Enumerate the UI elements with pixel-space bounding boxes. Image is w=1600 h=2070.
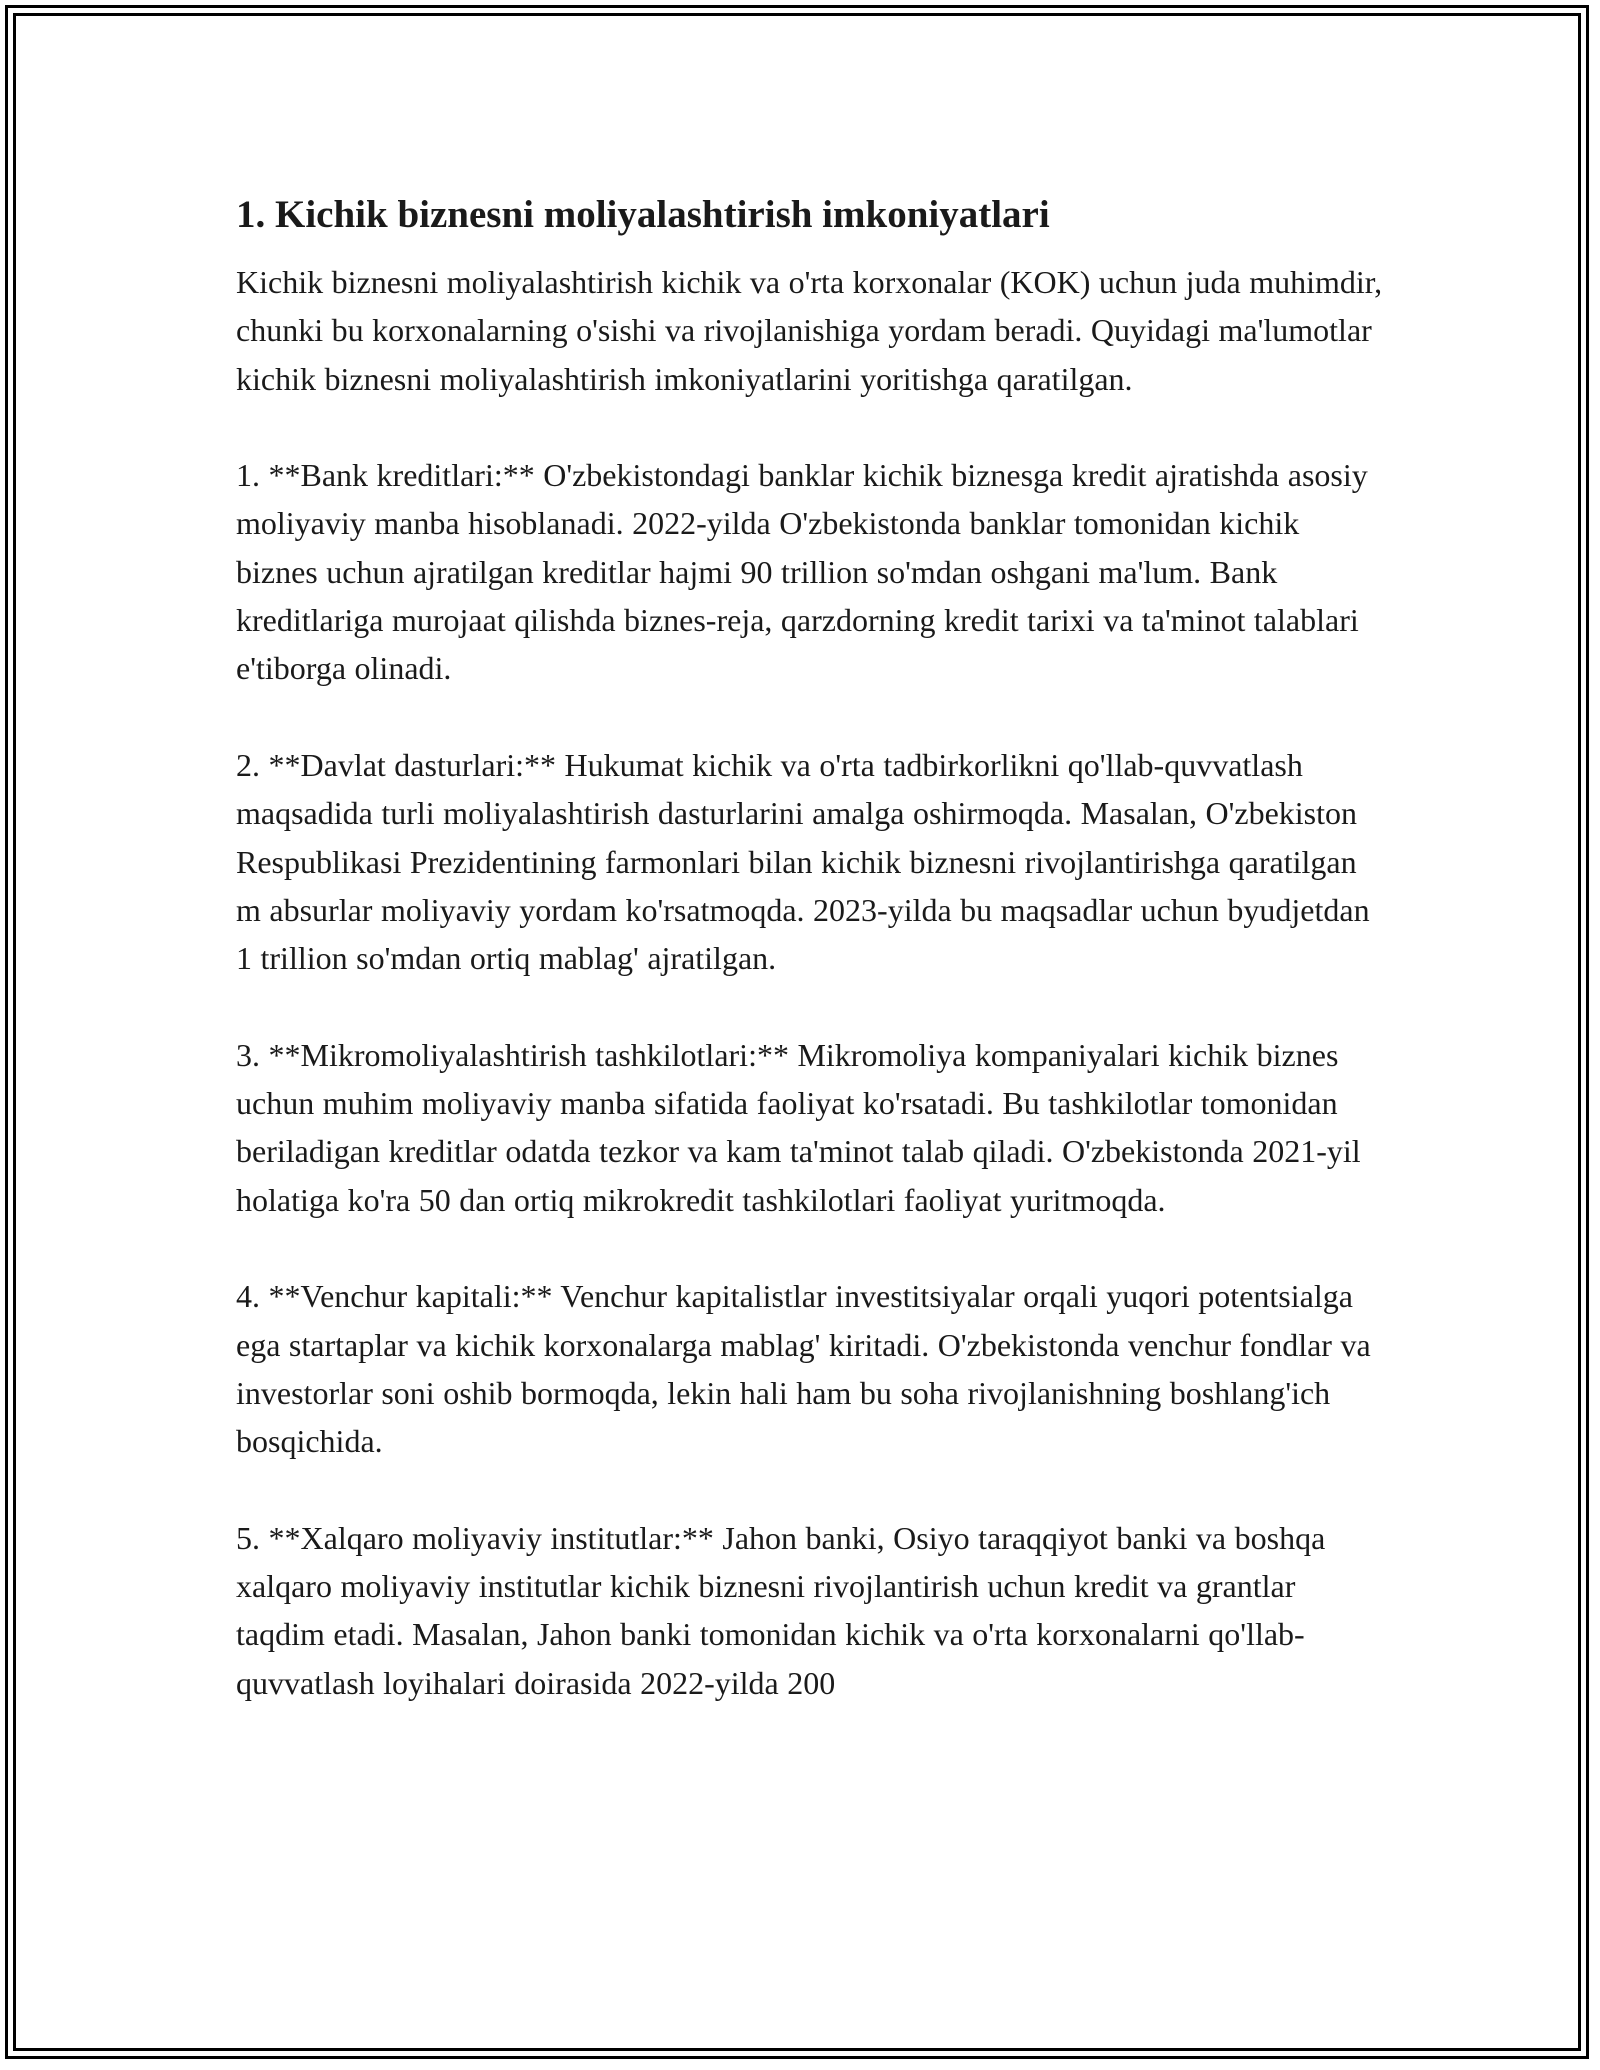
- intro-paragraph: Kichik biznesni moliyalashtirish kichik va o'rta korxonalar (KOK) uchun juda muhimdir, chunki bu korxonalarning o'sishi va rivojlanishiga yordam beradi. Quyidagi ma'lumotlar kichik biznesni moliyalashtirish imkoniyatlarini yoritishga qaratilgan.: [236, 264, 1383, 397]
- paragraph-state-programs: 2. **Davlat dasturlari:** Hukumat kichik va o'rta tadbirkorlikni qo'llab-quvvatlash maqsadida turli moliyalashtirish dasturlarini amalga oshirmoqda. Masalan, O'zbekiston Respublikasi Prezidentining farmonlari bilan kichik biznesni rivojlantirishga qaratilgan m absurlar moliyaviy yordam ko'rsatmoqda. 2023-yilda bu maqsadlar uchun byudjetdan 1 trillion so'mdan ortiq mablag' ajratilgan.: [236, 746, 1370, 977]
- document-body: [236, 190, 1386, 1755]
- paragraph-microfinance: 3. **Mikromoliyalashtirish tashkilotlari:** Mikromoliya kompaniyalari kichik biznes uchun muhim moliyaviy manba sifatida faoliyat ko'rsatadi. Bu tashkilotlar tomonidan beriladigan kreditlar odatda tezkor va kam ta'minot talab qiladi. O'zbekistonda 2021-yil holatiga ko'ra 50 dan ortiq mikrokredit tashkilotlari faoliyat yuritmoqda.: [236, 1036, 1361, 1218]
- paragraph-international-institutions: 5. **Xalqaro moliyaviy institutlar:** Jahon banki, Osiyo taraqqiyot banki va boshqa xalqaro moliyaviy institutlar kichik biznesni rivojlantirish uchun kredit va grantlar taqdim etadi. Masalan, Jahon banki tomonidan kichik va o'rta korxonalarni qo'llab-quvvatlash loyihalari doirasida 2022-yilda 200: [236, 1519, 1326, 1701]
- paragraph-bank-credits: 1. **Bank kreditlari:** O'zbekistondagi banklar kichik biznesga kredit ajratishda asosiy moliyaviy manba hisoblanadi. 2022-yilda O'zbekistonda banklar tomonidan kichik biznes uchun ajratilgan kreditlar hajmi 90 trillion so'mdan oshgani ma'lum. Bank kreditlariga murojaat qilishda biznes-reja, qarzdorning kredit tarixi va ta'minot talablari e'tiborga olinadi.: [236, 457, 1368, 687]
- paragraph-venture-capital: 4. **Venchur kapitali:** Venchur kapitalistlar investitsiyalar orqali yuqori potentsialga ega startaplar va kichik korxonalarga mablag' kiritadi. O'zbekistonda venchur fondlar va investorlar soni oshib bormoqda, lekin hali ham bu soha rivojlanishning boshlang'ich bosqichida.: [236, 1278, 1371, 1460]
- document-title: 1. Kichik biznesni moliyalashtirish imkoniyatlari: [236, 193, 1050, 236]
